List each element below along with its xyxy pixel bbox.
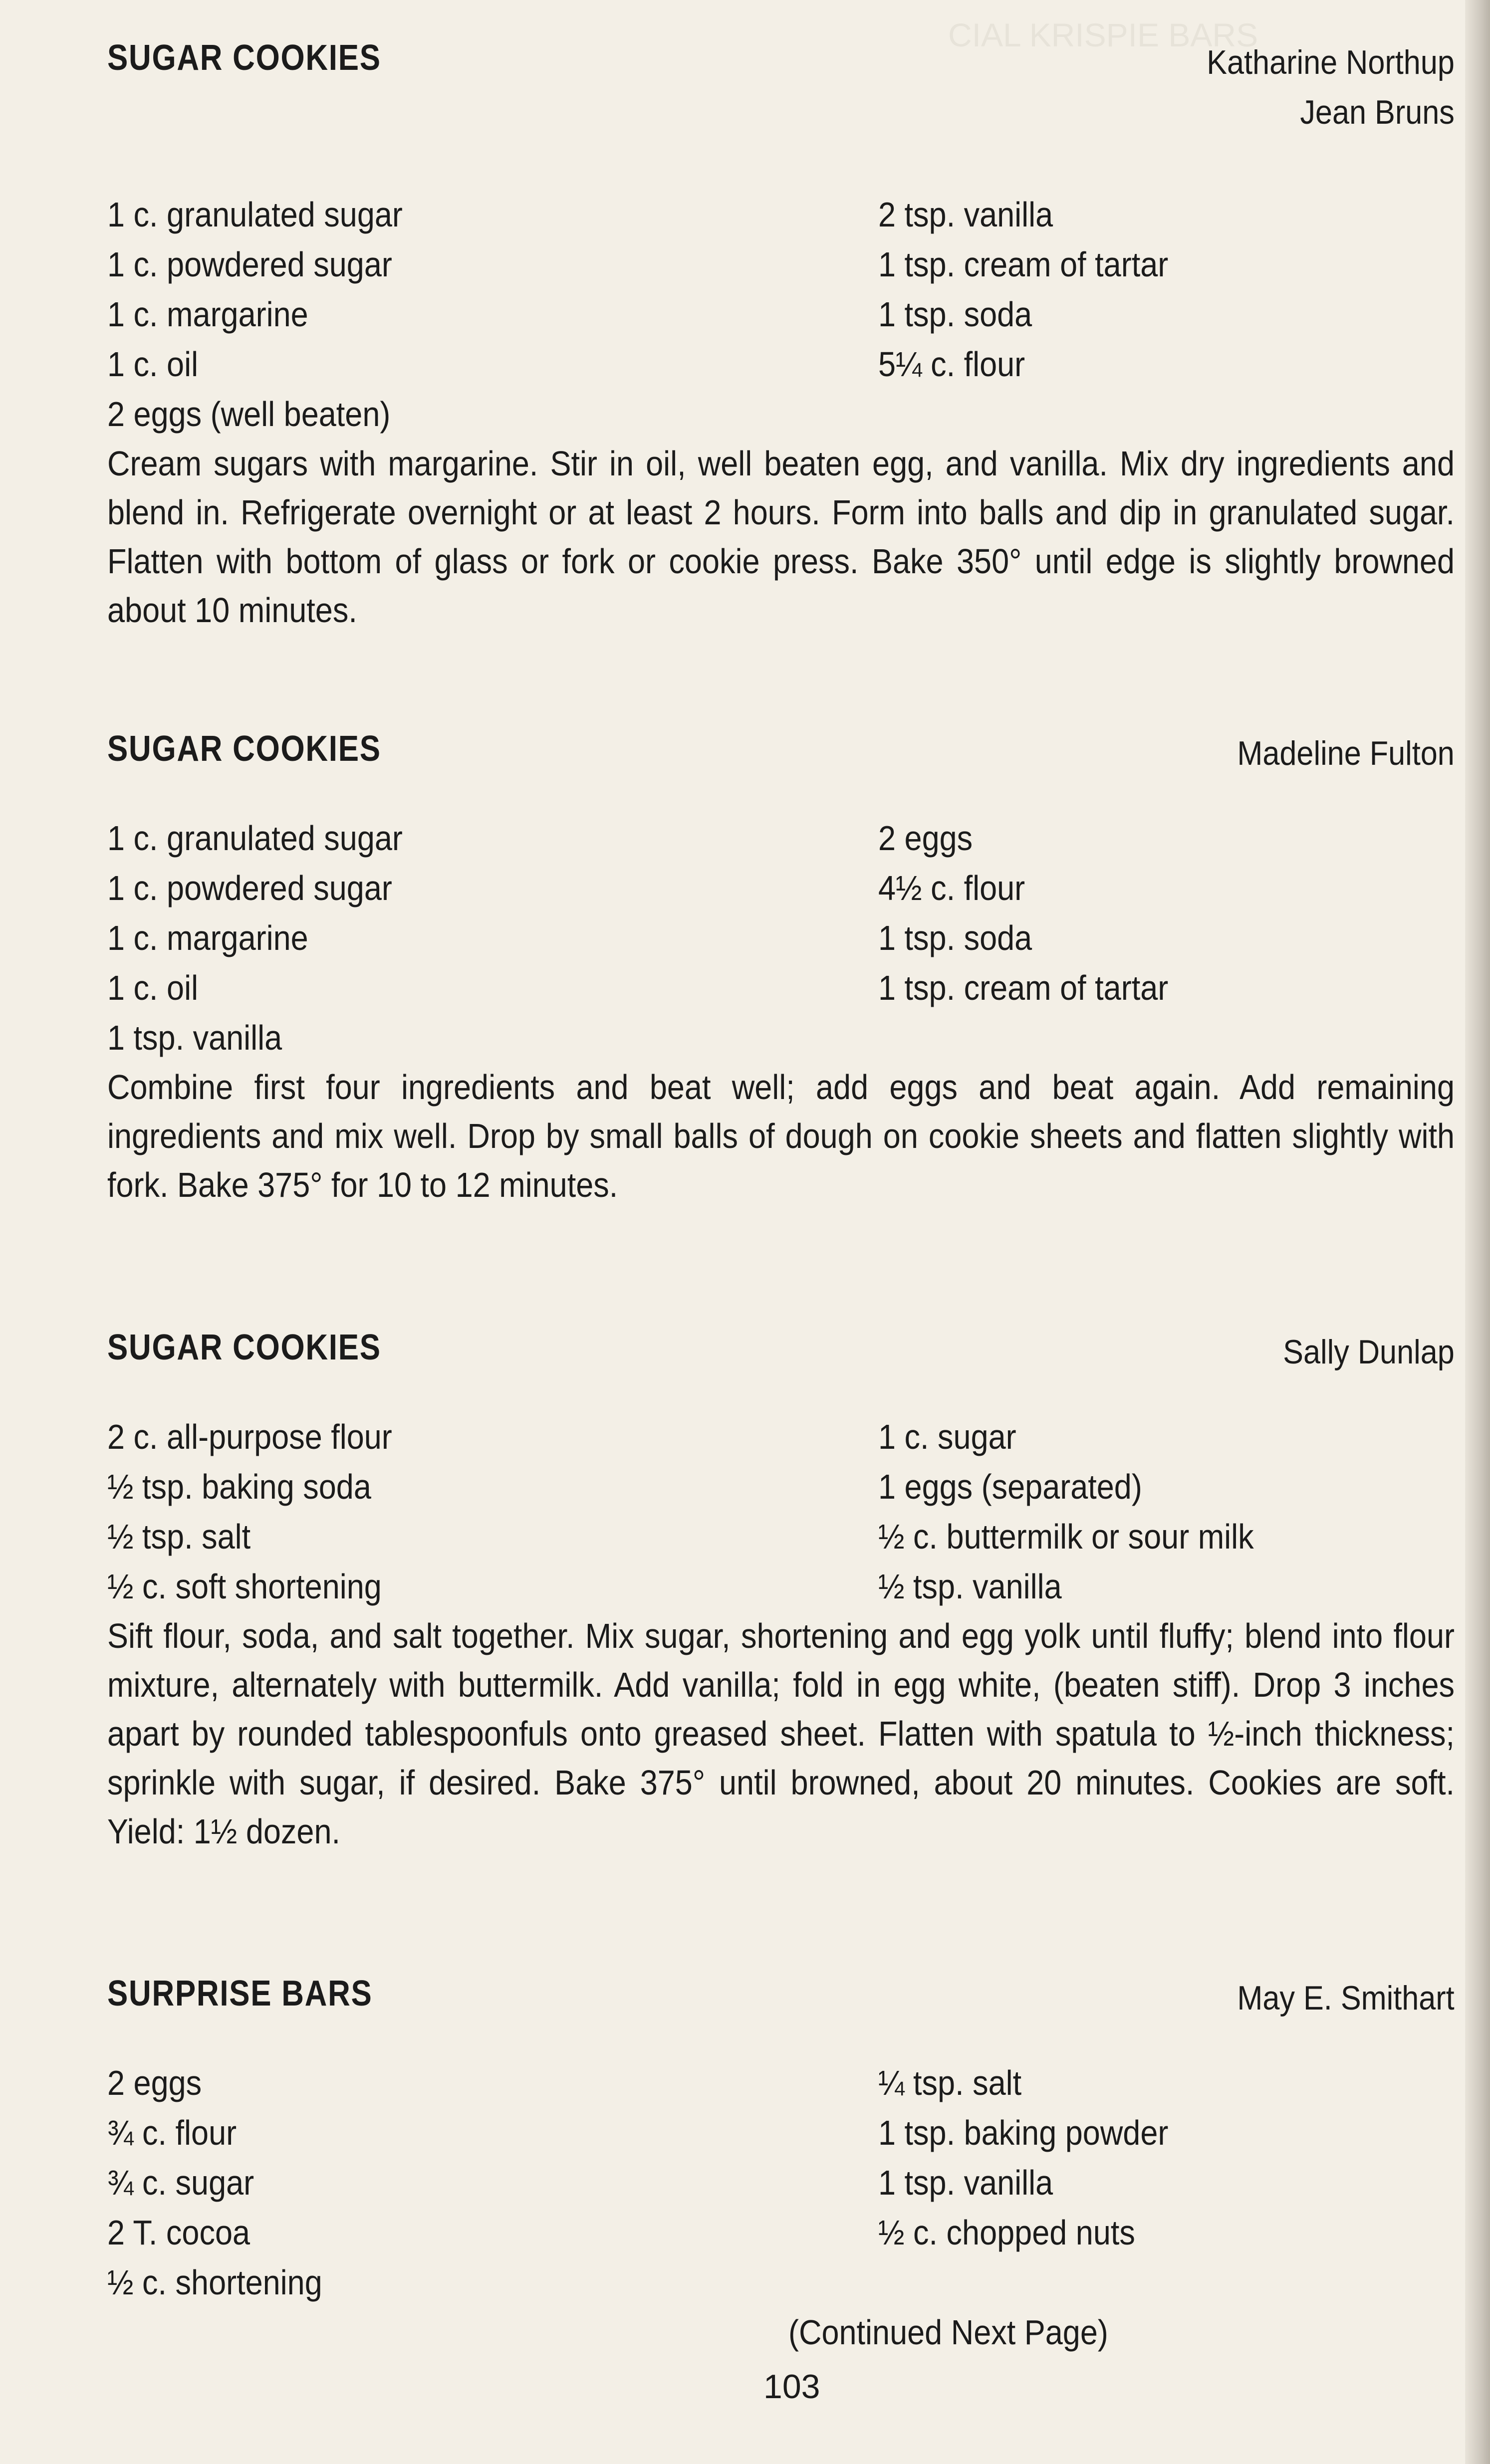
ingredient: 2 eggs <box>107 2063 202 2102</box>
ingredients <box>107 2058 1455 2302</box>
ingredient: 1 eggs (separated) <box>878 1467 1142 1506</box>
recipe-directions: Combine first four ingredients and beat well; add eggs and beat again. Add remaining ingredients and mix well. Drop by small balls of dough on cookie sheets and flatten slightly with fork. Bake 375° for 10 to 12 minutes. <box>107 1068 1455 1204</box>
ingredient: 2 c. all-purpose flour <box>107 1417 392 1456</box>
ingredient: ½ tsp. vanilla <box>878 1567 1062 1606</box>
recipe-sugar-cookies-3 <box>107 1327 1455 1856</box>
ingredients-right <box>878 190 1201 389</box>
ingredients <box>107 190 1455 389</box>
ingredient-extra: 2 eggs (well beaten) <box>107 395 391 434</box>
ingredient: ½ c. shortening <box>107 2263 322 2302</box>
ingredient: 1 tsp. baking powder <box>878 2113 1169 2152</box>
recipe-sugar-cookies-2 <box>107 728 1455 1209</box>
ingredient: ½ tsp. salt <box>107 1517 251 1556</box>
ingredient: 2 tsp. vanilla <box>878 195 1053 234</box>
recipe-authors <box>1283 1327 1455 1377</box>
ingredient: 1 c. powdered sugar <box>107 869 392 907</box>
recipe-sugar-cookies-1 <box>107 37 1455 635</box>
ingredient: ½ tsp. baking soda <box>107 1467 371 1506</box>
ingredient: ½ c. soft shortening <box>107 1567 382 1606</box>
ingredient-extra: 1 tsp. vanilla <box>107 1018 282 1057</box>
ingredient: 1 tsp. soda <box>878 918 1032 957</box>
ingredient: 1 c. margarine <box>107 918 308 957</box>
ingredients-left <box>107 2058 346 2307</box>
bleed-through-text: CIAL KRISPIE BARS <box>948 16 1258 53</box>
ingredient: 2 T. cocoa <box>107 2213 250 2252</box>
recipe-title: SUGAR COOKIES <box>107 1328 381 1367</box>
ingredient: 1 tsp. vanilla <box>878 2163 1053 2202</box>
ingredient: 2 eggs <box>878 819 973 858</box>
ingredients-left <box>107 1412 424 1611</box>
ingredients-left <box>107 813 436 1013</box>
recipe-authors <box>1238 728 1455 778</box>
ingredient: 1 c. granulated sugar <box>107 819 403 858</box>
recipe-title: SUGAR COOKIES <box>107 729 381 769</box>
author-name: Sally Dunlap <box>1283 1333 1455 1371</box>
ingredients <box>107 1412 1455 1611</box>
book-binding-edge <box>1465 0 1490 2464</box>
ingredients-right <box>878 2058 1201 2257</box>
author-name: Katharine Northup <box>1207 43 1455 81</box>
ingredient: 1 c. oil <box>107 345 199 384</box>
ingredient: 1 c. oil <box>107 968 199 1007</box>
recipe-surprise-bars <box>107 1973 1455 2302</box>
recipe-directions: Cream sugars with margarine. Stir in oil, well beaten egg, and vanilla. Mix dry ingredients and blend in. Refrigerate overnight or at least 2 hours. Form into balls and dip in granulated sugar. Flatten with bottom of glass or fork or cookie press. Bake 350° until edge is slightly browned about 10 minutes. <box>107 444 1455 630</box>
author-name: Jean Bruns <box>1300 93 1455 131</box>
ingredient: ½ c. buttermilk or sour milk <box>878 1517 1254 1556</box>
recipe-authors <box>1238 1973 1455 2023</box>
ingredients-left <box>107 190 436 389</box>
ingredients-right <box>878 813 1201 1013</box>
ingredient: 1 c. powdered sugar <box>107 245 392 284</box>
ingredient: 1 tsp. cream of tartar <box>878 245 1169 284</box>
ingredient: 1 tsp. cream of tartar <box>878 968 1169 1007</box>
author-name: May E. Smithart <box>1237 1979 1455 2017</box>
ingredients <box>107 813 1455 1013</box>
recipe-title: SUGAR COOKIES <box>107 38 381 78</box>
ingredient: ¼ tsp. salt <box>878 2063 1022 2102</box>
page-number: 103 <box>763 2368 820 2406</box>
ingredient: ½ c. chopped nuts <box>878 2213 1135 2252</box>
ingredients-right <box>878 1412 1295 1611</box>
ingredient: 1 tsp. soda <box>878 295 1032 334</box>
ingredient: ¾ c. flour <box>107 2113 237 2152</box>
recipe-authors <box>1207 37 1455 137</box>
ingredient: 1 c. granulated sugar <box>107 195 403 234</box>
ingredient: 4½ c. flour <box>878 869 1025 907</box>
ingredient: 1 c. sugar <box>878 1417 1016 1456</box>
ingredient: 5¼ c. flour <box>878 345 1025 384</box>
ingredient: 1 c. margarine <box>107 295 308 334</box>
ingredient: ¾ c. sugar <box>107 2163 254 2202</box>
continued-note: (Continued Next Page) <box>788 2313 1108 2352</box>
recipe-directions: Sift flour, soda, and salt together. Mix sugar, shortening and egg yolk until fluffy; blend into flour mixture, alternately with buttermilk. Add vanilla; fold in egg white, (beaten stiff). Drop 3 inches apart by rounded tablespoonfuls onto greased sheet. Flatten with spatula to ½-inch thickness; sprinkle with sugar, if desired. Bake 375° until browned, about 20 minutes. Cookies are soft. Yield: 1½ dozen. <box>107 1616 1455 1851</box>
author-name: Madeline Fulton <box>1237 734 1455 772</box>
recipe-title: SURPRISE BARS <box>107 1974 373 2014</box>
